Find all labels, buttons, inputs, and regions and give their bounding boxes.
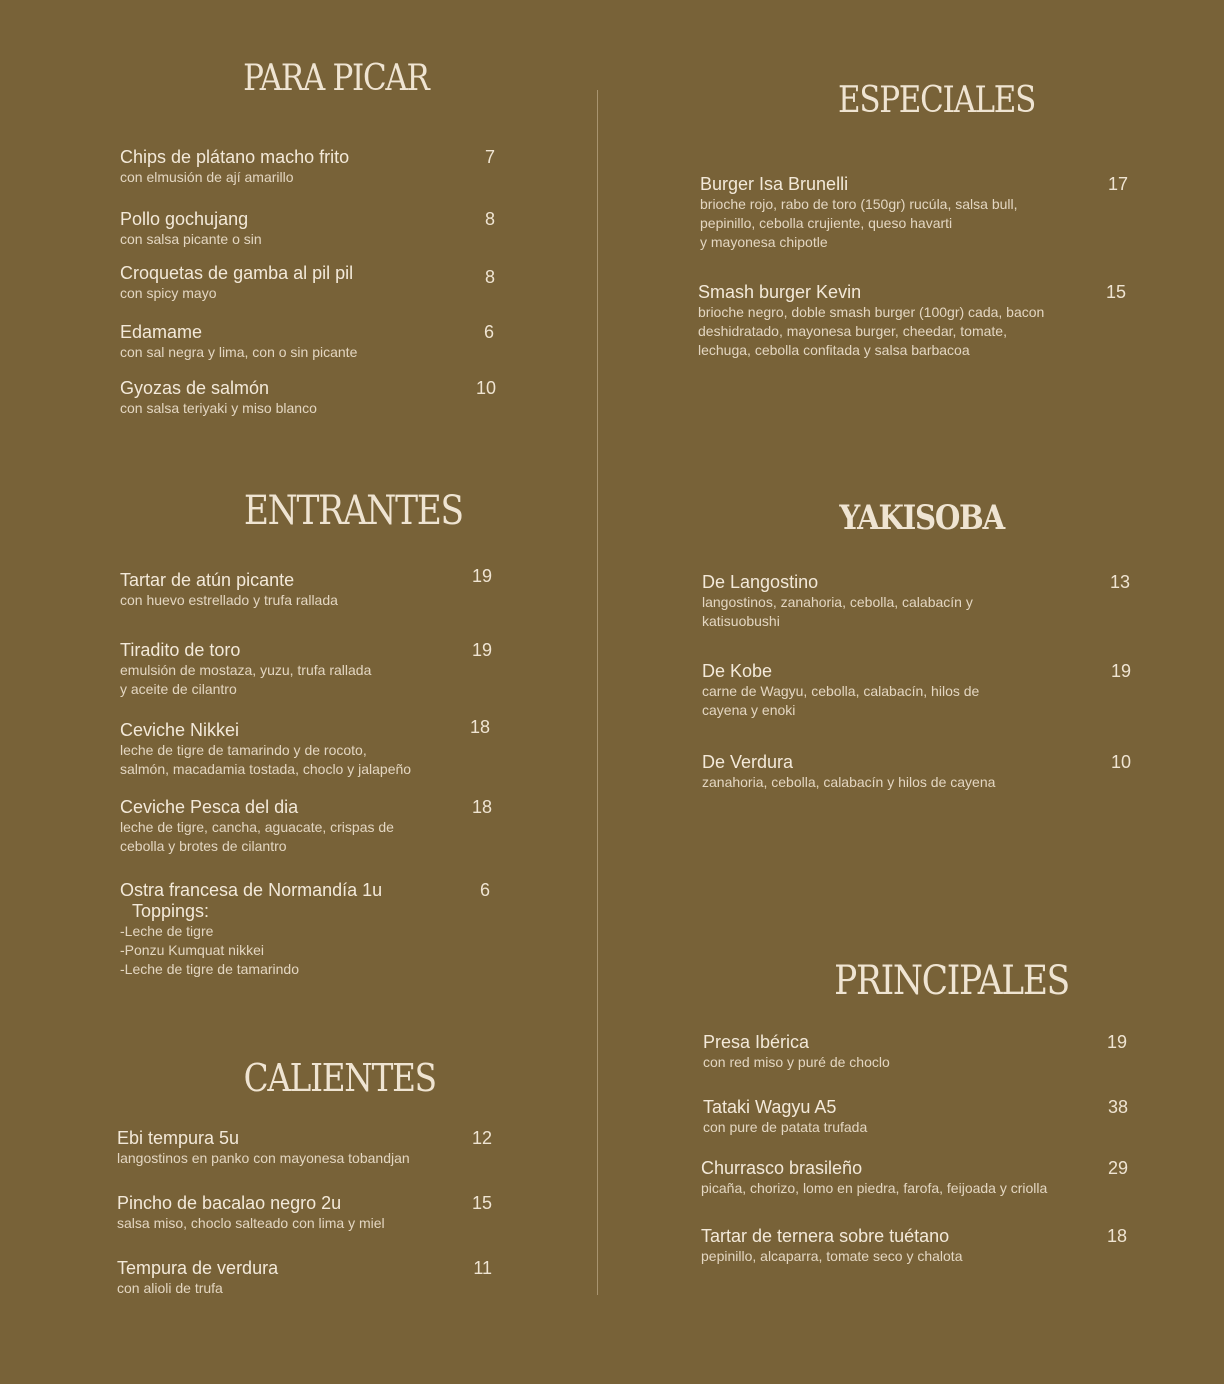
item-description: brioche negro, doble smash burger (100gr) cada, bacon deshidratado, mayonesa burger, cheedar, tomate, lechuga, cebolla confitada y salsa barbacoa [698,304,1045,358]
item-description: picaña, chorizo, lomo en piedra, farofa, feijoada y criolla [701,1180,1048,1196]
item-price: 19 [1110,661,1131,681]
column-divider [597,90,598,1295]
item-price: 19 [471,640,492,660]
item-description: con alioli de trufa [117,1280,223,1296]
menu-item [120,640,371,699]
item-name: Chips de plátano macho frito [120,147,350,167]
item-name: De Langostino [702,572,819,592]
item-price: 18 [469,717,490,737]
menu-item [120,322,357,362]
item-name: Pincho de bacalao negro 2u [117,1193,342,1213]
menu-item [702,661,979,720]
item-description: brioche rojo, rabo de toro (150gr) rucúla, salsa bull, pepinillo, cebolla crujiente, queso havarti y mayonesa chipotle [700,196,1018,250]
item-name: Croquetas de gamba al pil pil [120,263,354,283]
section-title-principales: PRINCIPALES [834,958,1069,1004]
item-price: 18 [471,797,492,817]
item-description: salsa miso, choclo salteado con lima y miel [117,1215,385,1231]
menu-item [703,1097,867,1137]
menu-item [700,174,1018,252]
item-price: 8 [484,267,495,287]
menu-item [117,1128,410,1168]
menu-item [117,1258,278,1298]
item-price: 15 [1105,282,1126,302]
menu-item [120,378,317,418]
item-description: carne de Wagyu, cebolla, calabacín, hilos de cayena y enoki [702,683,980,718]
menu-item [120,720,411,779]
item-subname: Toppings: [132,901,210,921]
item-price: 38 [1107,1097,1128,1117]
item-price: 29 [1107,1158,1128,1178]
item-name: Smash burger Kevin [698,282,862,302]
menu-item [120,147,349,187]
item-description: con sal negra y lima, con o sin picante [120,344,358,360]
item-price: 11 [473,1258,492,1278]
item-name: Ceviche Nikkei [120,720,240,740]
item-name: Gyozas de salmón [120,378,270,398]
item-price: 10 [1110,752,1131,772]
item-name: Ebi tempura 5u [117,1128,240,1148]
menu-item [702,572,973,631]
item-name: Edamame [120,322,203,342]
menu-item [120,263,353,303]
item-name: Ceviche Pesca del dia [120,797,299,817]
item-name: Tartar de atún picante [120,570,295,590]
item-description: -Leche de tigre -Ponzu Kumquat nikkei -Leche de tigre de tamarindo [120,923,299,977]
menu-item [702,752,995,792]
item-description: con elmusión de ají amarillo [120,169,294,185]
menu-item [120,880,382,979]
item-name: Tempura de verdura [117,1258,279,1278]
item-name: Tataki Wagyu A5 [703,1097,837,1117]
item-name: Churrasco brasileño [701,1158,863,1178]
item-description: langostinos en panko con mayonesa tobandjan [117,1150,410,1166]
item-name: Presa Ibérica [703,1032,810,1052]
menu-item [120,797,394,856]
item-price: 19 [1106,1032,1127,1052]
item-price: 8 [484,209,495,229]
menu-item [120,570,338,610]
section-title-yakisoba: YAKISOBA [839,498,1004,538]
item-price: 19 [471,566,492,586]
item-description: zanahoria, cebolla, calabacín y hilos de cayena [702,774,996,790]
menu-item [698,282,1044,360]
section-title-para-picar: PARA PICAR [243,58,429,99]
menu-item [701,1158,1047,1198]
item-description: langostinos, zanahoria, cebolla, calabacín y katisuobushi [702,594,973,629]
item-name: Tiradito de toro [120,640,241,660]
menu-item [120,209,262,249]
item-name: De Verdura [702,752,794,772]
item-name: Pollo gochujang [120,209,249,229]
item-description: con salsa picante o sin [120,231,262,247]
item-description: con salsa teriyaki y miso blanco [120,400,317,416]
item-description: con red miso y puré de choclo [703,1054,890,1070]
item-price: 6 [479,880,490,900]
section-title-entrantes: ENTRANTES [243,488,463,534]
item-name: Tartar de ternera sobre tuétano [701,1226,950,1246]
item-name: Burger Isa Brunelli [700,174,849,194]
item-description: leche de tigre de tamarindo y de rocoto, salmón, macadamia tostada, choclo y jalapeño [120,742,412,777]
item-price: 18 [1106,1226,1127,1246]
item-description: con huevo estrellado y trufa rallada [120,592,338,608]
item-price: 12 [471,1128,492,1148]
item-description: pepinillo, alcaparra, tomate seco y chalota [701,1248,963,1264]
item-description: con pure de patata trufada [703,1119,868,1135]
item-name: Ostra francesa de Normandía 1u [120,880,383,900]
item-name: De Kobe [702,661,773,681]
item-price: 6 [483,322,494,342]
section-title-calientes: CALIENTES [243,1056,436,1100]
section-title-especiales: ESPECIALES [838,80,1036,121]
menu-item [117,1193,385,1233]
item-price: 7 [484,147,495,167]
item-description: emulsión de mostaza, yuzu, trufa rallada y aceite de cilantro [120,662,372,697]
menu-item [703,1032,890,1072]
item-price: 10 [475,378,496,398]
item-description: con spicy mayo [120,285,217,301]
menu-item [701,1226,962,1266]
item-price: 17 [1107,174,1128,194]
item-price: 15 [471,1193,492,1213]
item-price: 13 [1109,572,1130,592]
item-description: leche de tigre, cancha, aguacate, crispas de cebolla y brotes de cilantro [120,819,394,854]
